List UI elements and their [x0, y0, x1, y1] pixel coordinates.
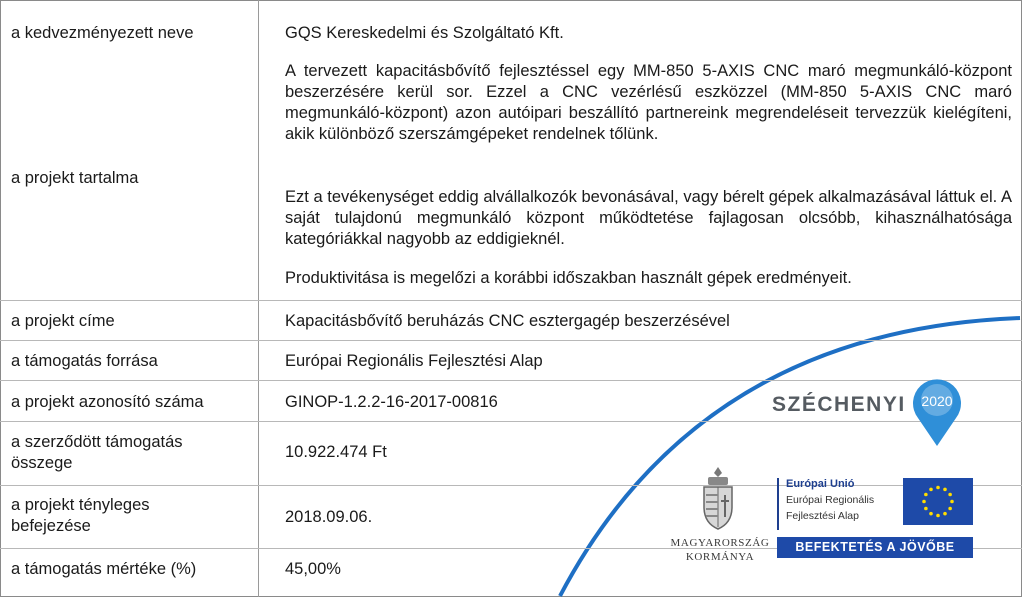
- eu-star: [948, 507, 952, 511]
- slogan-banner: BEFEKTETÉS A JÖVŐBE: [777, 537, 973, 558]
- eu-fund-line-2: Fejlesztési Alap: [786, 510, 859, 522]
- row-divider: [0, 380, 1022, 381]
- eu-star: [922, 500, 926, 504]
- content-paragraph-1: A tervezett kapacitásbővítő fejlesztéssel egy MM-850 5-AXIS CNC maró megmunkáló-központ beszerzésére kerül sor. Ezzel a CNC vezérlésű eszközzel (MM-850 5-AXIS CNC maró megmunkáló-központ) azon autóipari beszállító partnereink megrendeléseit tervezzük kielégíteni, akik különböző szerszámgépeket rendelnek tőlünk.: [285, 62, 1012, 143]
- content-label: a projekt tartalma: [11, 169, 139, 187]
- content-paragraph-2: Ezt a tevékenységet eddig alvállalkozók bevonásával, vagy bérelt gépek alkalmazásával láttuk el. A saját tulajdonú megmunkáló központ működtetése fajlagosan olcsóbb, kihasználhatósága kategóriákkal nagyobb az eddigieknél.: [285, 188, 1012, 248]
- eu-star: [950, 500, 954, 504]
- beneficiary-label: a kedvezményezett neve: [11, 24, 194, 42]
- eu-star: [924, 507, 928, 511]
- szechenyi-year: 2020: [921, 393, 953, 409]
- title-label: a projekt címe: [11, 312, 115, 330]
- source-value: Európai Regionális Fejlesztési Alap: [285, 352, 543, 370]
- government-logo-text: [670, 536, 770, 564]
- eu-star: [929, 488, 933, 492]
- eu-star: [943, 488, 947, 492]
- row-divider: [0, 340, 1022, 341]
- completion-value: 2018.09.06.: [285, 508, 373, 526]
- row-divider: [0, 421, 1022, 422]
- rate-label: a támogatás mértéke (%): [11, 560, 197, 578]
- eu-fund-line-1: Európai Regionális: [786, 494, 875, 506]
- title-value: Kapacitásbővítő beruházás CNC esztergagép beszerzésével: [285, 312, 730, 330]
- source-label: a támogatás forrása: [11, 352, 158, 370]
- eu-star: [936, 486, 940, 490]
- coat-of-arms-icon: [698, 465, 738, 531]
- eu-star: [948, 493, 952, 497]
- eu-star: [929, 512, 933, 516]
- amount-value: 10.922.474 Ft: [285, 443, 387, 461]
- eu-flag-icon: [903, 478, 973, 525]
- amount-label: a szerződött támogatás összege: [11, 433, 183, 472]
- project-id-value: GINOP-1.2.2-16-2017-00816: [285, 393, 498, 411]
- eu-star: [936, 514, 940, 518]
- government-line-1: MAGYARORSZÁG: [670, 537, 770, 549]
- row-divider: [0, 300, 1022, 301]
- rate-value: 45,00%: [285, 560, 341, 578]
- map-pin-icon: [910, 376, 964, 448]
- eu-star: [943, 512, 947, 516]
- szechenyi-text: SZÉCHENYI: [772, 393, 906, 416]
- content-paragraph-3: Produktivitása is megelőzi a korábbi időszakban használt gépek eredményeit.: [285, 269, 852, 287]
- beneficiary-value: GQS Kereskedelmi és Szolgáltató Kft.: [285, 24, 564, 42]
- eu-star: [924, 493, 928, 497]
- project-id-label: a projekt azonosító száma: [11, 393, 204, 411]
- completion-label: a projekt tényleges befejezése: [11, 496, 150, 535]
- eu-title: Európai Unió: [786, 478, 855, 490]
- government-line-2: KORMÁNYA: [685, 551, 755, 563]
